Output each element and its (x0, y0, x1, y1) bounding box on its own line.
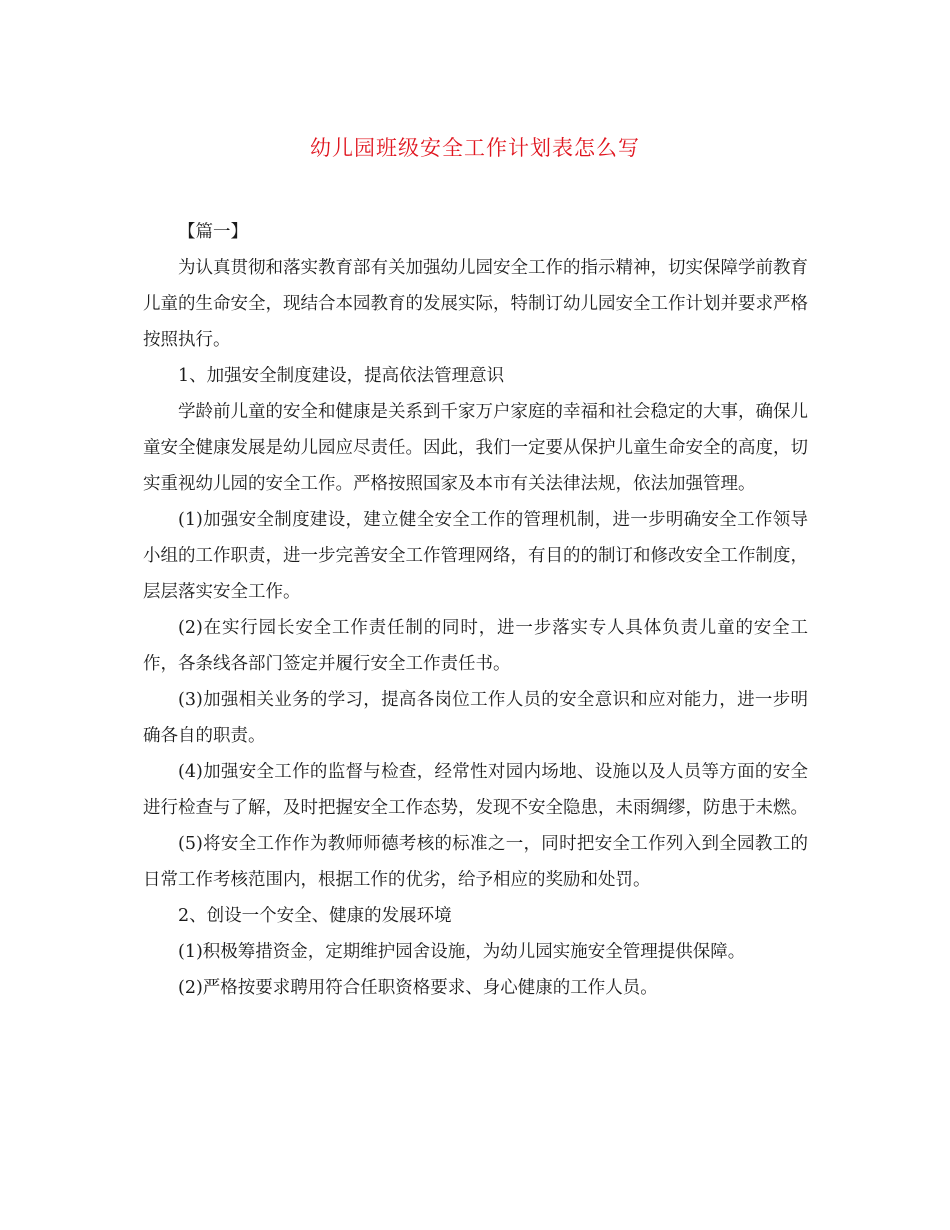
list-item-3: (3)加强相关业务的学习，提高各岗位工作人员的安全意识和应对能力，进一步明确各自的职责。 (143, 690, 808, 746)
list-item-2-1: (1)积极筹措资金，定期维护园舍设施，为幼儿园实施安全管理提供保障。 (178, 942, 746, 962)
paragraph: 学龄前儿童的安全和健康是关系到千家万户家庭的幸福和社会稳定的大事，确保儿童安全健康发展是幼儿园应尽责任。因此，我们一定要从保护儿童生命安全的高度，切实重视幼儿园的安全工作。严格按照国家及本市有关法律法规，依法加强管理。 (143, 402, 808, 494)
list-item-2: (2)在实行园长安全工作责任制的同时，进一步落实专人具体负责儿童的安全工作，各条线各部门签定并履行安全工作责任书。 (143, 618, 808, 674)
list-item-2-2: (2)严格按要求聘用符合任职资格要求、身心健康的工作人员。 (178, 978, 658, 998)
list-item-4: (4)加强安全工作的监督与检查，经常性对园内场地、设施以及人员等方面的安全进行检查与了解，及时把握安全工作态势，发现不安全隐患，未雨绸缪，防患于未燃。 (143, 762, 808, 818)
section-heading-2: 2、创设一个安全、健康的发展环境 (178, 906, 452, 926)
section-heading: 【篇一】 (178, 222, 248, 242)
list-item-1: (1)加强安全制度建设，建立健全安全工作的管理机制，进一步明确安全工作领导小组的工作职责，进一步完善安全工作管理网络，有目的的制订和修改安全工作制度，层层落实安全工作。 (143, 510, 808, 602)
document-body (143, 214, 808, 1006)
list-item-5: (5)将安全工作作为教师师德考核的标准之一，同时把安全工作列入到全园教工的日常工作考核范围内，根据工作的优劣，给予相应的奖励和处罚。 (143, 834, 808, 890)
document-title: 幼儿园班级安全工作计划表怎么写 (310, 136, 640, 160)
section-heading-1: 1、加强安全制度建设，提高依法管理意识 (178, 366, 505, 386)
intro-paragraph: 为认真贯彻和落实教育部有关加强幼儿园安全工作的指示精神，切实保障学前教育儿童的生命安全，现结合本园教育的发展实际，特制订幼儿园安全工作计划并要求严格按照执行。 (143, 258, 808, 350)
